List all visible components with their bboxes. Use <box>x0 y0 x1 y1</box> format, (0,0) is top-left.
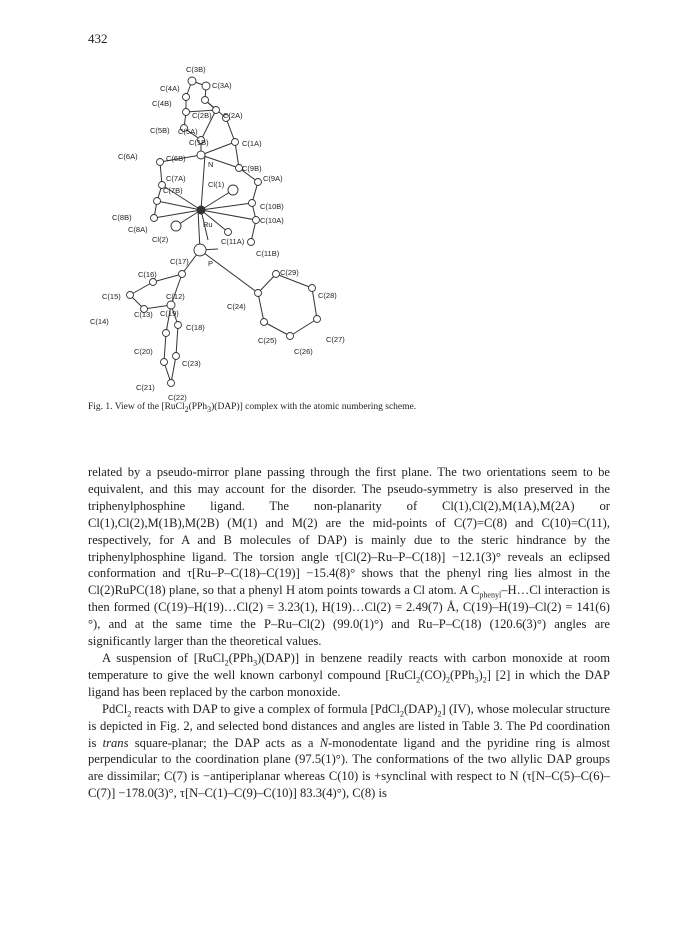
atom-c18 <box>175 322 182 329</box>
atom-c2a <box>213 107 220 114</box>
text-run: reacts with DAP to give a complex of formula [PdCl <box>131 701 400 716</box>
atom-c12 <box>167 301 175 309</box>
label-c28: C(28) <box>318 291 337 300</box>
atom-c19 <box>163 330 170 337</box>
label-c20: C(20) <box>134 347 153 356</box>
label-c13: C(13) <box>134 310 153 319</box>
label-c10b: C(10B) <box>260 202 284 211</box>
label-c17: C(17) <box>170 257 189 266</box>
atom-c9a <box>255 179 262 186</box>
label-p: P <box>208 259 214 268</box>
label-n: N <box>208 160 214 169</box>
text-run: ] (IV), whose molecular structure is depicted in Fig. 2, and selected bond distances and angles are listed in Table 3. The Pd coordination is <box>88 701 610 750</box>
molecular-structure-figure <box>88 60 388 405</box>
label-c9b: C(9B) <box>242 164 262 173</box>
label-c23: C(23) <box>182 359 201 368</box>
atom-c15 <box>127 292 134 299</box>
paragraph-2 <box>88 650 610 701</box>
caption-text: (PPh <box>188 402 208 412</box>
atom-ellipsoids <box>127 77 321 387</box>
atom-c8b <box>151 215 158 222</box>
label-c5b: C(5B) <box>150 126 170 135</box>
label-c21: C(21) <box>136 383 155 392</box>
atom-c11b <box>248 239 255 246</box>
atom-c3a <box>202 82 210 90</box>
text-sub: 2 <box>437 709 442 719</box>
label-c4b: C(4B) <box>152 99 172 108</box>
text-sub: 3 <box>474 675 479 685</box>
ortep-diagram <box>88 60 388 405</box>
label-c7a: C(7A) <box>166 174 186 183</box>
text-run: (CO) <box>420 667 447 682</box>
atom-c3b <box>188 77 196 85</box>
atom-c21 <box>168 380 175 387</box>
atom-c20 <box>161 359 168 366</box>
atom-c11a <box>225 229 232 236</box>
atom-c16 <box>150 279 157 286</box>
atom-c2b <box>202 97 209 104</box>
label-c8a: C(8A) <box>128 225 148 234</box>
text-sub: 2 <box>482 675 487 685</box>
atom-c4a <box>183 94 190 101</box>
label-cl1: Cl(1) <box>208 180 225 189</box>
atom-c24 <box>255 290 262 297</box>
label-c18: C(18) <box>186 323 205 332</box>
label-c11b: C(11B) <box>256 249 280 258</box>
text-run: )(DAP)] in benzene readily reacts with carbon monoxide at room temperature to give the well known carbonyl compound [RuCl <box>88 650 611 682</box>
text-run: related by a pseudo-mirror plane passing through the first plane. The two orientations seem to be equivalent, and this may account for the disorder. The pseudo-symmetry is also preserved in the triphenylphosphine ligand. The non-planarity of Cl(1),Cl(2),M(1A),M(2A) or Cl(1),Cl(2),M(1B),M(2B) (M(1) and M(2) are the mid-points of C(7)=C(8) and C(10)=C(11), respectively, for A and B molecules of DAP) is mainly due to the steric hindrance by the triphenylphosphine ligand. The torsion angle τ[Cl(2)–Ru–P–C(18)] −12.1(3)° reveals an eclipsed conformation and τ[Ru–P–C(18)–C(19)] −15.4(8)° shows that the phenyl ring lies almost in the Cl(2)RuPC(18) plane, so that a phenyl H atom points towards a Cl atom. A C <box>88 465 610 598</box>
label-c25: C(25) <box>258 336 277 345</box>
atom-c17 <box>179 271 186 278</box>
text-run: –H…Cl interaction is then formed (C(19)–H(19)…Cl(2) = 3.23(1), H(19)…Cl(2) = 2.49(7) Å, C(19)–H(19)–Cl(2) = 141(6)°), and at the same time the P–Ru–Cl(2) (99.0(1)°) and Ru–P–C(18) (120.6(3)°) angles are significantly larger than the theoretical values. <box>88 583 610 649</box>
label-c16: C(16) <box>138 270 157 279</box>
text-sub: 2 <box>224 658 229 668</box>
label-c24: C(24) <box>227 302 246 311</box>
paragraph-1 <box>88 464 610 650</box>
atom-p <box>194 244 206 256</box>
label-c7b: C(7B) <box>163 186 183 195</box>
text-sub: 2 <box>446 675 451 685</box>
body-text <box>88 464 610 802</box>
label-c26: C(26) <box>294 347 313 356</box>
atom-n <box>197 151 205 159</box>
atom-c27 <box>314 316 321 323</box>
caption-sub: 2 <box>184 404 189 414</box>
label-c11a: C(11A) <box>221 237 245 246</box>
atom-ru <box>197 206 206 215</box>
atom-c23 <box>173 353 180 360</box>
label-c3b: C(3B) <box>186 65 206 74</box>
label-c3a: C(3A) <box>212 81 232 90</box>
text-sub: phenyl <box>479 590 502 600</box>
text-run: (DAP) <box>403 701 438 716</box>
text-sub: 2 <box>416 675 421 685</box>
atom-cl2 <box>171 221 181 231</box>
atom-c29 <box>273 271 280 278</box>
text-sub: 3 <box>253 658 258 668</box>
atom-c10a <box>253 217 260 224</box>
text-run: (PPh <box>450 667 475 682</box>
label-cl2: Cl(2) <box>152 235 169 244</box>
atom-c1b <box>232 139 239 146</box>
text-sub: 2 <box>399 709 404 719</box>
text-italic: trans <box>102 735 129 750</box>
text-run: (PPh <box>228 650 254 665</box>
label-c14: C(14) <box>90 317 109 326</box>
atom-c7b <box>154 198 161 205</box>
label-c9a: C(9A) <box>263 174 283 183</box>
text-run: ) <box>478 667 483 682</box>
label-c2b: C(2B) <box>192 111 212 120</box>
label-c4a: C(4A) <box>160 84 180 93</box>
atom-c10b <box>249 200 256 207</box>
page-number: 432 <box>88 31 108 46</box>
caption-text: )(DAP)] complex with the atomic numbering scheme. <box>211 402 417 412</box>
label-c1a: C(1A) <box>242 139 262 148</box>
caption-text: Fig. 1. View of the [RuCl <box>88 402 185 412</box>
atom-cl1 <box>228 185 238 195</box>
atom-labels <box>90 65 345 402</box>
atom-c26 <box>287 333 294 340</box>
label-c12: C(12) <box>166 292 185 301</box>
atom-c28 <box>309 285 316 292</box>
label-c27: C(27) <box>326 335 345 344</box>
label-c10a: C(10A) <box>260 216 284 225</box>
label-c1b: C(1B) <box>189 138 209 147</box>
text-run: square-planar; the DAP acts as a <box>128 735 320 750</box>
caption-sub: 3 <box>207 404 212 414</box>
label-c8b: C(8B) <box>112 213 132 222</box>
text-run: PdCl <box>102 701 128 716</box>
figure-caption <box>88 402 608 412</box>
text-run: ] [2] in which the DAP ligand has been replaced by the carbon monoxide. <box>88 667 610 699</box>
text-italic: N <box>319 735 329 750</box>
label-c22: C(22) <box>168 393 187 402</box>
paragraph-3 <box>88 701 610 802</box>
atom-c25 <box>261 319 268 326</box>
label-c6b: C(6B) <box>166 154 186 163</box>
label-c5a: C(5A) <box>178 127 198 136</box>
text-run: -monodentate ligand and the pyridine ring is almost perpendicular to the coordination plane (97.5(1)°). The conformations of the two allylic DAP groups are dissimilar; C(7) is −antiperiplanar whereas C(10) is +synclinal with respect to N (τ[N–C(5)–C(6)–C(7)] −178.0(3)°, τ[N–C(1)–C(9)–C(10)] 83.3(4)°), C(8) is <box>88 735 610 801</box>
label-c29: C(29) <box>280 268 299 277</box>
text-sub: 2 <box>127 709 132 719</box>
label-ru: Ru <box>203 220 213 229</box>
label-c2a: C(2A) <box>223 111 243 120</box>
atom-c6a <box>157 159 164 166</box>
atom-c4b <box>183 109 190 116</box>
label-c19: C(19) <box>160 309 179 318</box>
text-run: A suspension of [RuCl <box>102 650 225 665</box>
label-c15: C(15) <box>102 292 121 301</box>
label-c6a: C(6A) <box>118 152 138 161</box>
